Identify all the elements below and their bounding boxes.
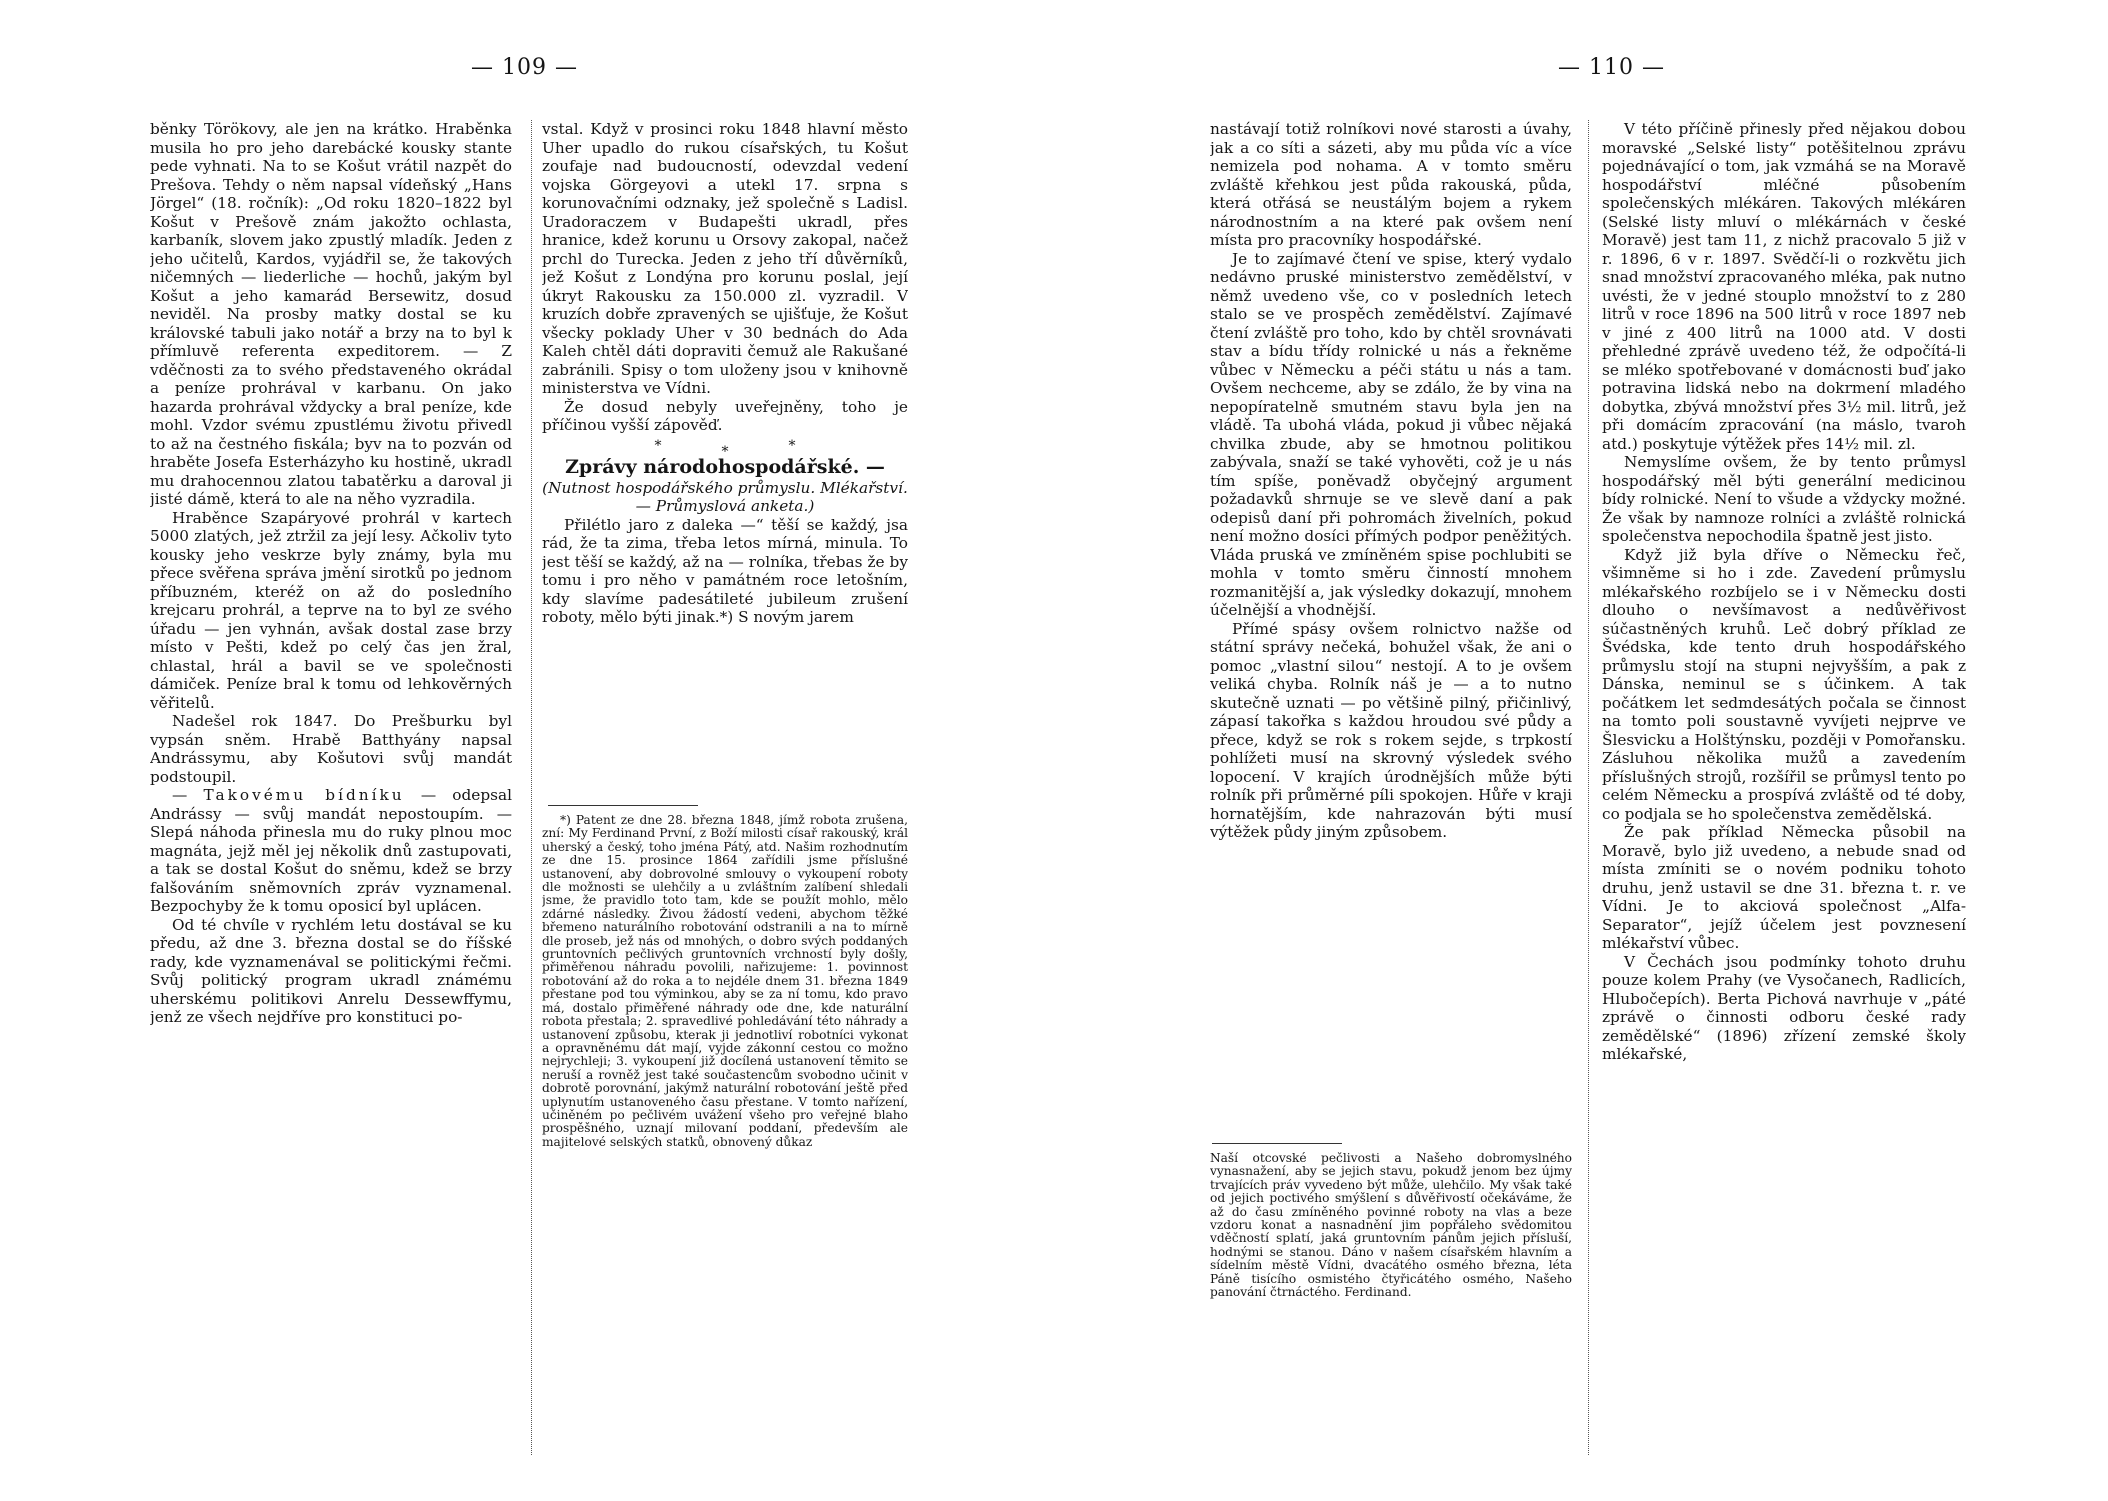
paragraph-text: — odepsal Andrássy — svůj mandát nepostoupím. — Slepá náhoda přinesla mu do ruky plnou moc magnáta, jejž měl jej několik dnů zastupovati, a tak se dostal Košut do sněmu, kdež se brzy falšováním sněmovních zpráv vyznamenal. Bezpochyby že k tomu oposicí byl uplácen.: [150, 786, 512, 915]
paragraph: V Čechách jsou podmínky tohoto druhu pouze kolem Prahy (ve Vysočanech, Radlicích, Hlubočepích). Berta Pichová navrhuje v „páté zprávě o činnosti odboru české rady zemědělské“ (1896) zřízení zemské školy mlékařské,: [1602, 952, 1966, 1063]
paragraph: Přilétlo jaro z daleka —“ těší se každý, jsa rád, že ta zima, třeba letos mírná, minula. To jest těší se každý, až na — rolníka, třebas že by tomu i pro něho v památném roce letošním, kdy slavíme padesátileté jubileum zrušení roboty, mělo býti jinak.*) S novým jarem: [542, 515, 908, 626]
paragraph: Přímé spásy ovšem rolnictvo nažše od státní správy nečeká, bohužel však, že ani o pomoc „vlastní silou“ nestojí. A to je ovšem veliká chyba. Rolník náš je — a to nutno skutečně uznati — po většině pilný, přičinlivý, zápasí takořka s každou hroudou své půdy a přece, když se rok s rokem sejde, s trpkostí pohlížeti musí na skrovný výsledek svého lopocení. V krajích úrodnějších může býti rolník při průměrné píli spokojen. Hůře v kraji hornatějším, kde nahrazován býti musí výtěžek půdy jiným způsobem.: [1210, 619, 1572, 841]
footnote-rule: [548, 805, 698, 806]
footnote-rule: [1212, 1143, 1342, 1144]
paragraph: Že dosud nebyly uveřejněny, toho je příčinou vyšší zápověď.: [542, 397, 908, 434]
star: *: [788, 437, 796, 454]
footnote-text: *) Patent ze dne 28. března 1848, jímž robota zrušena, zní: My Ferdinand První, z Boží milosti císař rakouský, král uherský a český, toho jména Pátý, atd. Našim rozhodnutím ze dne 15. prosince 1864 zařídili jsme příslušné ustanovení, aby dobrovolné smlouvy o vykoupení roboty dle možnosti se ulehčily a u zvláštním zalíbení shledali jsme, že pravidlo toto tam, kde se použít mohlo, mělo zdárné následky. Živou žádostí vedeni, abychom těžké břemeno naturálního robotování odstranili a na to mírně dle proseb, jež nás od mnohých, o dobro svých poddaných gruntovních pečlivých gruntovních vrchností byly došly, přiměřenou náhradu povolili, nařizujeme: 1. povinnost robotování až do roka a to nejdéle dnem 31. března 1849 přestane pod tou výminkou, aby se za ní tomu, kdo pravo má, dostalo přiměřené náhrady ode dne, kde naturální robota přestala; 2. spravedlivé pohledávání této náhrady a ustanovení způsobu, kterak ji jednotliví robotníci vykonat a opravněnému dát mají, vyjde zákonní cestou co možno nejrychleji; 3. vykoupení již docílená ustanovení těmito se neruší a rovněž jest také součastencům svobodno učinit v dobrotě porovnání, jakýmž naturální robotování ještě před uplynutím ustanoveného času přestane. V tomto nařízení, učiněném po pečlivém uvážení všeho pro veřejné blaho prospěšného, uznají milovaní poddaní, především ale majitelové selských statků, obnovený důkaz: [542, 814, 908, 1149]
column-3: [1210, 120, 1572, 1130]
paragraph: Když již byla dříve o Německu řeč, všimněme si ho i zde. Zavedení průmyslu mlékařského rozbíjelo se i v Německu dosti dlouho o nevšímavost a nedůvěřivost súčastněných kruhů. Leč dobrý příklad ze Švédska, kde tento druh hospodářského průmyslu stojí na stupni nejvyšším, a pak z Dánska, neminul se s účinkem. A tak počátkem let sedmdesátých počala se činnost na tomto poli soustavně vyvíjeti nejprve ve Šlesvicku a Holštýnsku, později v Pomořansku. Zásluhou několika mužů a zavedením příslušných strojů, rozšířil se průmysl tento po celém Německu a prospívá zvláště od té doby, co podjala se ho společenstva zemědělská.: [1602, 545, 1966, 823]
paragraph: Nemyslíme ovšem, že by tento průmysl hospodářský měl býti generální medicinou bídy rolnické. Není to všude a vždycky možné. Že však by namnoze rolníci a zvláště rolnická společenstva nepochodila špatně jest jisto.: [1602, 453, 1966, 545]
footnote-text: Naší otcovské pečlivosti a Našeho dobromyslného vynasnažení, aby se jejich stavu, pokudž jenom bez újmy trvajících práv vyvedeno být může, ulehčilo. My však také od jejich poctivého smýšlení s důvěřivostí očekáváme, že až do času zmíněného povinné roboty na vlas a beze vzdoru konat a nasnadnění jim popřáleho svědomitou vděčností splatí, jaká gruntovním pánům jejich přísluší, hodnými se stanou. Dáno v našem císařském hlavním a sídelním městě Vídni, dvacátého osmého března, léta Páně tisícího osmistého čtyřicátého osmého, Našeho panování čtrnáctého. Ferdinand.: [1210, 1152, 1572, 1300]
section-heading: Zprávy národohospodářské. —: [565, 455, 885, 478]
section-stars: [542, 437, 908, 460]
section-subheading: (Nutnost hospodářského průmyslu. Mlékařství. — Průmyslová anketa.): [542, 478, 908, 515]
spaced-emphasis: Takovému bídníku: [203, 786, 405, 804]
paragraph: Od té chvíle v rychlém letu dostával se ku předu, až dne 3. března dostal se do říšské rady, kde vyznamenával se politickými řečmi. Svůj politický program ukradl známému uherskému politikovi Anrelu Dessewffymu, jenž ze všech nejdříve pro konstituci po-: [150, 915, 512, 1026]
column-4: [1602, 120, 1966, 1460]
paragraph: vstal. Když v prosinci roku 1848 hlavní město Uher upadlo do rukou císařských, tu Košut zoufaje nad budoucností, odevzdal vedení vojska Görgeyovi a utekl 17. srpna s korunovačními odznaky, jež společně s Ladisl. Uradoraczem v Budapešti ukradl, přes hranice, kdež korunu u Orsovy zakopal, načež prchl do Turecka. Jeden z jeho tří důvěrníků, jež Košut z Londýna pro korunu poslal, její úkryt Rakousku za 150.000 zl. vyzradil. V kruzích dobře zpravených se ujišťuje, že Košut všecky poklady Uher v 30 bednách do Ada Kaleh chtěl dáti dopraviti čemuž ale Rakušané zabránili. Spisy o tom uloženy jsou v knihovně ministerstva ve Vídni.: [542, 120, 908, 397]
column-2: [542, 120, 908, 800]
paragraph: Hraběnce Szapáryové prohrál v kartech 5000 zlatých, jež ztržil za její lesy. Ačkoliv tyto kousky jeho veskrze byly známy, byla mu přece svěřena správa jmění sirotků po jednom příbuzném, kteréž on až do posledního krejcaru prohrál, a teprve na to byl ze svého úřadu — jen vyhnán, avšak dostal zase brzy místo v Pešti, kdež po celý čas jen žral, chlastal, hrál a bavil se ve společnosti dámiček. Peníze bral k tomu od lehkověrných věřitelů.: [150, 508, 512, 712]
page-number-left: — 109 —: [471, 55, 578, 80]
paragraph: V této příčině přinesly před nějakou dobou moravské „Selské listy“ potěšitelnou zprávu pojednávající o tom, jak vzmáhá se na Moravě hospodářství mléčné působením společenských mlékáren. Takových mlékáren (Selské listy mluví o mlékárnách v české Moravě) jest tam 11, z nichž pracovalo 5 již v r. 1896, 6 v r. 1897. Svědčí-li o rozkvětu jich snad množství zpracovaného mléka, pak nutno uvésti, že v jedné stouplo množství to z 280 litrů v roce 1896 na 500 litrů v roce 1897 neb v jiné z 400 litrů na 1000 atd. V dosti přehledné zprávě uvedeno též, že odpočítá-li se mléko spotřebované v domácnosti buď jako potravina lidská nebo na dokrmení mladého dobytka, zbývá množství přes 3½ mil. litrů, jež při domácím zpracování (na máslo, tvaroh atd.) poskytuje výtěžek přes 14½ mil. zl.: [1602, 120, 1966, 453]
column-1: [150, 120, 512, 1460]
paragraph: Nadešel rok 1847. Do Prešburku byl vypsán sněm. Hrabě Batthyány napsal Andrássymu, aby Košutovi svůj mandát podstoupil.: [150, 712, 512, 786]
star: *: [721, 443, 729, 460]
paragraph: Je to zajímavé čtení ve spise, který vydalo nedávno pruské ministerstvo zemědělství, v němž uvedeno vše, co v posledních letech stalo se ve prospěch zemědělství. Zajímavé čtení zvláště pro toho, kdo by chtěl srovnávati stav a bídu třídy rolnické u nás a řekněme vůbec v Německu a péči státu u nás a tam. Ovšem nechceme, aby se zdálo, že by vina na nepopíratelně smutném stavu byla jen na vládě. Ta ubohá vláda, pokud ji vůbec nějaká chvilka zbude, aby se hmotnou politikou zabývala, snaží se také vyhověti, což je u nás tím spíše, poněvadž obyčejný argument požadavků shrnuje se ve slevě daní a pak odepisů daní při pohromách živelních, pokud není možno dosíci přímých podpor peněžitých. Vláda pruská ve zmíněném spise pochlubiti se mohla v tomto směru činností mnohem rozmanitější a, jak výsledky dokazují, mnohem účelnější a vhodnější.: [1210, 249, 1572, 619]
column-divider-right: [1588, 120, 1589, 1455]
star: *: [654, 437, 662, 454]
footnote-left: [542, 814, 908, 1464]
paragraph: — Takovému bídníku — odepsal Andrássy — svůj mandát nepostoupím. — Slepá náhoda přinesla mu do ruky plnou moc magnáta, jejž měl jej několik dnů zastupovati, a tak se dostal Košut do sněmu, kdež se brzy falšováním sněmovních zpráv vyznamenal. Bezpochyby že k tomu oposicí byl uplácen.: [150, 786, 512, 915]
paragraph: běnky Törökovy, ale jen na krátko. Hraběnka musila ho pro jeho darebácké kousky stante pede vyhnati. Na to se Košut vrátil nazpět do Prešova. Tehdy o něm napsal vídeňský „Hans Jörgel“ (18. ročník): „Od roku 1820–1822 byl Košut v Prešově znám jakožto ochlasta, karbaník, slovem jako zpustlý mladík. Jeden z jeho učitelů, Kardos, vyjádřil se, že takových ničemných — liederliche — hochů, jakým byl Košut a jeho kamarád Bersewitz, dosud neviděl. Na prosby matky dostal se ku královské tabuli jako notář a brzy na to byl k přímluvě referenta expeditorem. — Z vděčnosti za to svého představeného okrádal a peníze prohrával v karbanu. On jako hazarda prohrával vždycky a bral peníze, kde mohl. Vzdor svému zpustlému životu přivedl to až na čestného fiskála; byv na to pozván od hraběte Josefa Esterházyho ku hostině, ukradl mu drahocennou zlatou tabatěrku a daroval ji jisté dámě, která to ale na něho vyzradila.: [150, 120, 512, 508]
page-number-right: — 110 —: [1558, 55, 1665, 80]
paragraph: nastávají totiž rolníkovi nové starosti a úvahy, jak a co síti a sázeti, aby mu půda víc a více nemizela pod nohama. A v tomto směru zvláště křehkou jest půda rakouská, půda, která otřásá se neustálým bojem a rykem národnostním a na které pak ovšem není místa pro pracovníky hospodářské.: [1210, 120, 1572, 249]
paragraph: Že pak příklad Německa působil na Moravě, bylo již uvedeno, a nebude snad od místa zmíniti se o novém podniku tohoto druhu, jenž ustavil se dne 31. března t. r. ve Vídni. Je to akciová společnost „Alfa-Separator“, jejíž účelem jest povznesení mlékařství vůbec.: [1602, 823, 1966, 952]
column-divider-left: [531, 120, 532, 1455]
footnote-right: [1210, 1152, 1572, 1462]
